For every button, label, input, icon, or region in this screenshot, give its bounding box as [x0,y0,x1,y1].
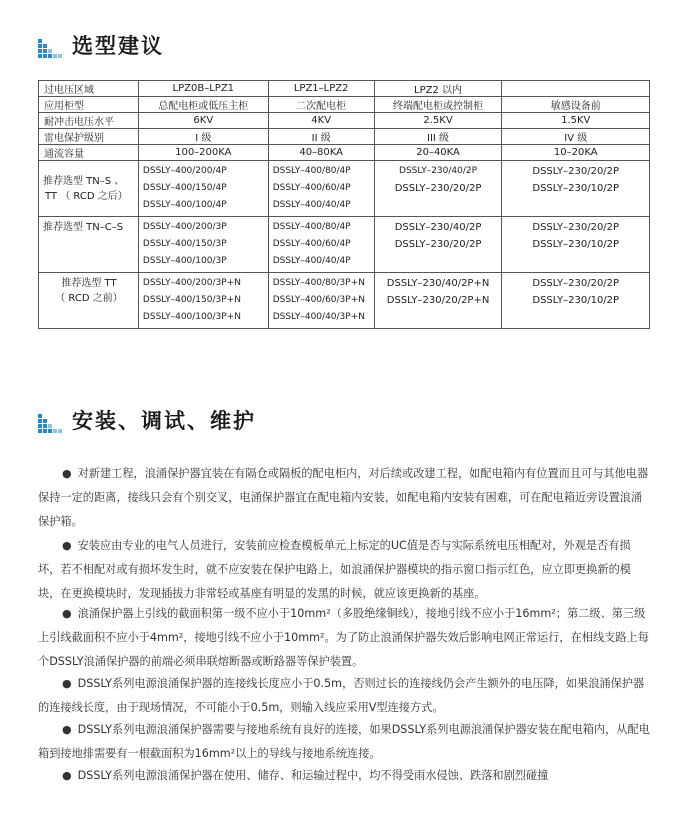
model-list-cell [502,217,650,273]
model-item: DSSLY–400/40/3P+N [272,312,365,322]
table-header-row [39,81,650,97]
model-list-cell [138,273,268,329]
model-item: DSSLY–230/20/2P [532,222,620,233]
table-cell: 10–20KA [502,145,650,161]
model-item: DSSLY–230/40/2P [394,222,482,233]
model-item: DSSLY–400/40/4P [272,200,351,210]
model-item: DSSLY–230/40/2P [399,166,478,176]
row-label [39,273,139,329]
table-row-recommend-tns [39,161,650,217]
model-list-cell [268,161,374,217]
paragraph [38,718,650,766]
table-cell: III 级 [374,129,502,145]
table-cell: 4KV [268,113,374,129]
model-list-cell [502,161,650,217]
table-cell: 敏感设备前 [502,97,650,113]
model-item: DSSLY–400/60/4P [272,239,351,249]
model-item: DSSLY–400/60/4P [272,183,351,193]
table-cell: 20–40KA [374,145,502,161]
table-header-cell: LPZ0B–LPZ1 [138,81,268,97]
table-cell: 雷电保护级别 [39,129,139,145]
model-list-cell [374,161,502,217]
model-list-cell [374,217,502,273]
table-row [39,97,650,113]
model-item: DSSLY–400/100/4P [142,200,227,210]
model-item: DSSLY–400/100/3P [142,256,227,266]
table-cell: 6KV [138,113,268,129]
table-cell: 1.5KV [502,113,650,129]
table-cell: 二次配电柜 [268,97,374,113]
bullet-icon: ● [62,607,72,620]
model-item: DSSLY–230/20/2P [532,278,620,289]
model-list-cell [268,217,374,273]
model-list-cell [268,273,374,329]
row-label [39,217,139,273]
row-label [39,161,139,217]
table-cell: 总配电柜或低压主柜 [138,97,268,113]
model-item: DSSLY–230/10/2P [532,239,620,250]
paragraph [38,534,650,606]
section-heading-install [38,405,256,435]
table-header-cell: 过电压区域 [39,81,139,97]
bullet-icon: ● [62,723,72,736]
bullet-icon: ● [62,677,72,690]
model-item: DSSLY–400/80/4P [272,166,351,176]
table-cell: 应用柜型 [39,97,139,113]
model-item: DSSLY–400/60/3P+N [272,295,365,305]
model-list-cell [502,273,650,329]
table-cell: IV 级 [502,129,650,145]
model-list-cell [374,273,502,329]
model-item: DSSLY–400/40/4P [272,256,351,266]
row-label-line: （ RCD 之前） [55,293,123,304]
table-cell: 通流容量 [39,145,139,161]
section-title: 安装、调试、维护 [72,408,256,433]
table-row [39,145,650,161]
table-cell: I 级 [138,129,268,145]
table-row-recommend-tncs [39,217,650,273]
table-cell: II 级 [268,129,374,145]
table-row [39,129,650,145]
model-item: DSSLY–230/40/2P+N [386,278,490,289]
paragraph [38,602,650,674]
table-cell: 终端配电柜或控制柜 [374,97,502,113]
paragraph-text: 对新建工程，浪涌保护器宜装在有隔仓或隔板的配电柜内，对后续或改建工程，如配电箱内有位置而且可与其他电器保持一定的距离，接线只会有个别交叉，电涌保护器宜在配电箱内安装，如配电箱内安装有困难，可在配电箱近旁设置浪涌保护箱。 [38,467,649,528]
heading-dots-icon [38,407,64,433]
model-item: DSSLY–400/200/3P+N [142,278,241,288]
model-item: DSSLY–400/150/3P+N [142,295,241,305]
row-label-line: 推荐选型 TN–S 、 [43,175,125,187]
model-item: DSSLY–230/20/2P [394,239,482,250]
paragraph-text: DSSLY系列电源浪涌保护器的连接线长度应小于0.5m，否则过长的连接线仍会产生额外的电压降，如果浪涌保护器的连接线长度，由于现场情况，不可能小于0.5m，则输入线应采用V型连接方式。 [38,677,645,714]
paragraph [38,672,650,720]
table-cell: 2.5KV [374,113,502,129]
bullet-icon: ● [62,467,72,480]
paragraph-text: DSSLY系列电源浪涌保护器在使用、储存、和运输过程中，均不得受雨水侵蚀、跌落和剧烈碰撞 [77,769,549,782]
model-item: DSSLY–400/150/3P [142,239,227,249]
model-item: DSSLY–400/100/3P+N [142,312,241,322]
row-label-line: TT （ RCD 之后） [45,190,128,202]
table-cell: 耐冲击电压水平 [39,113,139,129]
paragraph-text: 浪涌保护器上引线的截面积第一级不应小于10mm²（多股绝缘铜线），接地引线不应小于16mm²；第二级、第三级上引线截面积不应小于4mm²，接地引线不应小于10mm²。为了防止浪涌保护器失效后影响电网正常运行，在相线支路上每个DSSLY浪涌保护器的前端必须串联熔断器或断路器等保护装置。 [38,607,649,668]
table-cell: 100–200KA [138,145,268,161]
bullet-icon: ● [62,539,72,552]
paragraph [38,462,650,534]
model-item: DSSLY–230/20/2P [394,183,482,194]
heading-dots-icon [38,32,64,58]
paragraph-text: 安装应由专业的电气人员进行，安装前应检查模板单元上标定的UC值是否与实际系统电压相配对，外观是否有损坏，若不相配对或有损坏发生时，就不应安装在保护电路上，如浪涌保护器模块的指示窗口指示红色，应立即更换新的模块，在更换模块时，发现插拔力非常轻或基座有明显的发黑的时候，就应该更换新的基座。 [38,539,631,600]
model-item: DSSLY–400/150/4P [142,183,227,193]
table-row-recommend-tt [39,273,650,329]
model-item: DSSLY–400/200/4P [142,166,227,176]
selection-table [38,80,650,329]
table-header-cell [502,81,650,97]
row-label-line: 推荐选型 TN–C–S [43,222,124,233]
model-item: DSSLY–230/10/2P [532,295,620,306]
row-label-line: 推荐选型 TT [61,278,117,289]
table-header-cell: LPZ2 以内 [374,81,502,97]
section-title: 选型建议 [72,33,164,58]
model-item: DSSLY–400/80/4P [272,222,351,232]
model-item: DSSLY–230/20/2P [532,166,620,177]
model-item: DSSLY–230/20/2P+N [386,295,490,306]
model-item: DSSLY–400/80/3P+N [272,278,365,288]
model-list-cell [138,217,268,273]
model-item: DSSLY–230/10/2P [532,183,620,194]
table-header-cell: LPZ1–LPZ2 [268,81,374,97]
section-heading-selection [38,30,164,60]
bullet-icon: ● [62,769,72,782]
table-row [39,113,650,129]
paragraph [38,764,650,788]
model-list-cell [138,161,268,217]
table-cell: 40–80KA [268,145,374,161]
model-item: DSSLY–400/200/3P [142,222,227,232]
paragraph-text: DSSLY系列电源浪涌保护器需要与接地系统有良好的连接，如果DSSLY系列电源浪涌保护器安装在配电箱内，从配电箱到接地排需要有一根截面积为16mm²以上的导线与接地系统连接。 [38,723,650,760]
